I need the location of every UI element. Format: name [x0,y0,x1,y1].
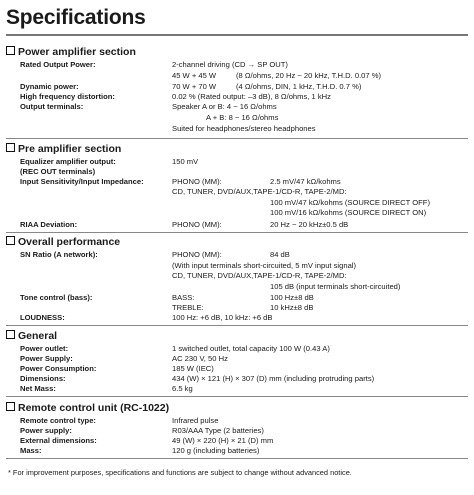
spec-value: AC 230 V, 50 Hz [172,354,228,363]
spec-value: 6.5 kg [172,384,193,393]
section-divider [6,138,468,139]
spec-value: 2.5 mV/47 kΩ/kohms [270,177,341,186]
spec-label: SN Ratio (A network): [20,250,98,259]
spec-value: 100 mV/16 kΩ/kohms (SOURCE DIRECT ON) [270,208,427,217]
spec-value: 45 W + 45 W [172,71,217,80]
section-general-heading [6,330,57,342]
spec-value: PHONO (MM): [172,250,222,259]
spec-value: CD, TUNER, DVD/AUX,TAPE-1/CD-R, TAPE-2/MD: [172,187,347,196]
spec-label: Net Mass: [20,384,56,393]
spec-label: Remote control type: [20,416,96,425]
checkbox-square-icon [6,330,15,339]
spec-label: RIAA Deviation: [20,220,78,229]
spec-value: CD, TUNER, DVD/AUX,TAPE-1/CD-R, TAPE-2/MD: [172,271,347,280]
spec-value: 185 W (IEC) [172,364,214,373]
section-title: Overall performance [18,236,121,248]
spec-value: A + B: 8 ~ 16 Ω/ohms [206,113,279,122]
spec-value: 0.02 % (Rated output: –3 dB), 8 Ω/ohms, 1 kHz [172,92,331,101]
spec-value: (8 Ω/ohms, 20 Hz ~ 20 kHz, T.H.D. 0.07 %) [236,71,382,80]
spec-label: (REC OUT terminals) [20,167,96,176]
section-pre-heading [6,143,121,155]
title-divider [6,34,468,36]
spec-value: (4 Ω/ohms, DIN, 1 kHz, T.H.D. 0.7 %) [236,82,362,91]
section-divider [6,396,468,397]
spec-label: Dimensions: [20,374,66,383]
spec-value: 1 switched outlet, total capacity 100 W (0.43 A) [172,344,330,353]
spec-value: 100 mV/47 kΩ/kohms (SOURCE DIRECT OFF) [270,198,430,207]
page-title: Specifications [6,6,146,29]
spec-label: Mass: [20,446,42,455]
section-divider [6,458,468,459]
spec-label: Rated Output Power: [20,60,96,69]
spec-value: 20 Hz ~ 20 kHz±0.5 dB [270,220,349,229]
spec-value: 2-channel driving (CD → SP OUT) [172,60,288,69]
spec-value: PHONO (MM): [172,220,222,229]
spec-value: PHONO (MM): [172,177,222,186]
spec-value: 100 Hz±8 dB [270,293,314,302]
spec-value: 105 dB (input terminals short-circuited) [270,282,401,291]
spec-label: Power Consumption: [20,364,97,373]
section-divider [6,232,468,233]
section-power-heading [6,46,136,58]
spec-value: 84 dB [270,250,290,259]
checkbox-square-icon [6,143,15,152]
checkbox-square-icon [6,236,15,245]
footnote: * For improvement purposes, specifications and functions are subject to change without advanced notice. [8,468,352,477]
section-overall-heading [6,236,120,248]
spec-value: 49 (W) × 220 (H) × 21 (D) mm [172,436,274,445]
section-title: Power amplifier section [18,46,136,58]
spec-label: LOUDNESS: [20,313,65,322]
spec-value: 10 kHz±8 dB [270,303,314,312]
spec-label: Power supply: [20,426,72,435]
spec-value: (With input terminals short-circuited, 5 mV input signal) [172,261,357,270]
spec-value: Infrared pulse [172,416,219,425]
spec-value: 100 Hz: +6 dB, 10 kHz: +6 dB [172,313,273,322]
section-title: Remote control unit (RC-1022) [18,402,170,414]
spec-label: Power outlet: [20,344,69,353]
section-title: Pre amplifier section [18,143,122,155]
spec-label: High frequency distortion: [20,92,115,101]
spec-value: BASS: [172,293,195,302]
spec-label: Tone control (bass): [20,293,93,302]
spec-label: Equalizer amplifier output: [20,157,116,166]
spec-value: TREBLE: [172,303,204,312]
spec-value: R03/AAA Type (2 batteries) [172,426,264,435]
checkbox-square-icon [6,402,15,411]
spec-label: Output terminals: [20,102,84,111]
spec-label: Power Supply: [20,354,73,363]
section-divider [6,325,468,326]
spec-label: Dynamic power: [20,82,79,91]
section-remote-heading [6,402,169,414]
spec-label: Input Sensitivity/Input Impedance: [20,177,144,186]
spec-value: Speaker A or B: 4 ~ 16 Ω/ohms [172,102,277,111]
spec-value: Suited for headphones/stereo headphones [172,124,316,133]
spec-label: External dimensions: [20,436,97,445]
spec-value: 434 (W) × 121 (H) × 307 (D) mm (including protruding parts) [172,374,375,383]
checkbox-square-icon [6,46,15,55]
spec-value: 120 g (including batteries) [172,446,260,455]
spec-value: 150 mV [172,157,199,166]
section-title: General [18,330,58,342]
spec-value: 70 W + 70 W [172,82,217,91]
